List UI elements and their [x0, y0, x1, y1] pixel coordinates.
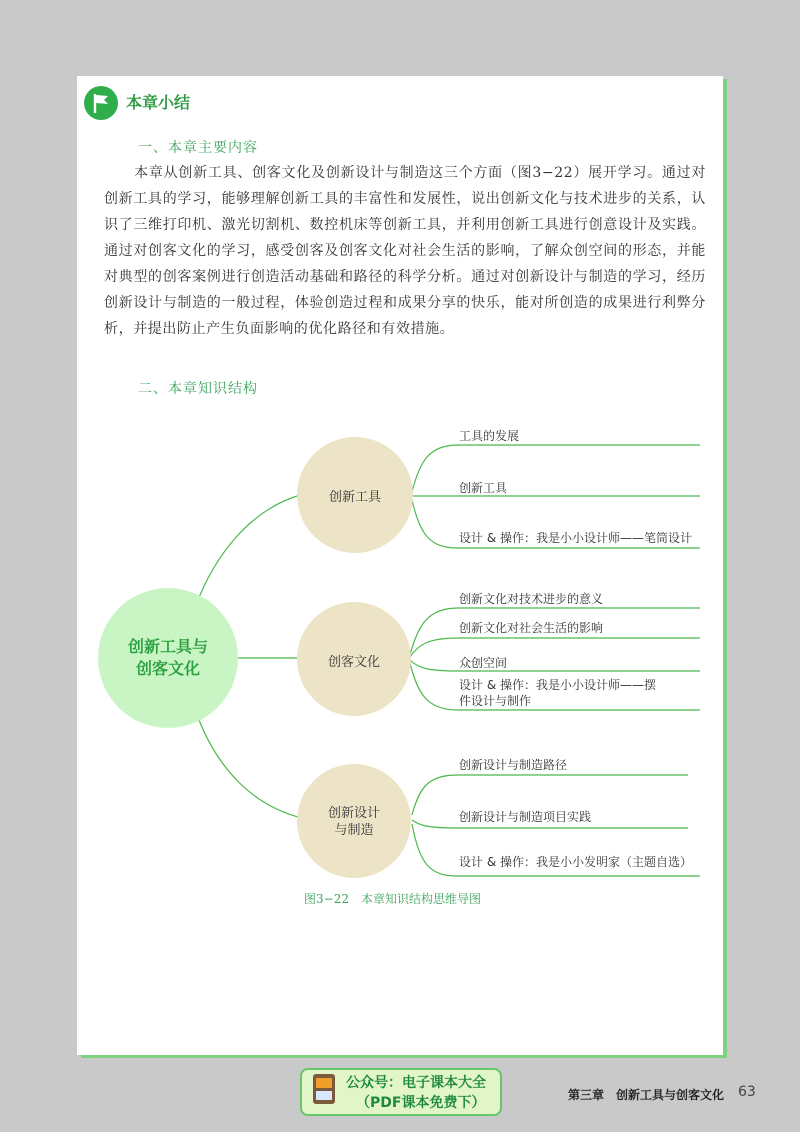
leaf-maker-4-line2: 件设计与制作 — [459, 694, 532, 708]
branch-label-design-line2: 与制造 — [334, 823, 374, 838]
connector-maker-leaf3 — [410, 660, 700, 671]
section-heading-content: 一、本章主要内容 — [138, 140, 258, 156]
root-label-line1: 创新工具与 — [127, 637, 208, 656]
root-node-label — [108, 636, 228, 680]
page-number: 63 — [738, 1084, 756, 1100]
leaf-tools-3: 设计 & 操作：我是小小设计师——笔筒设计 — [459, 531, 692, 545]
chapter-summary-title: 本章小结 — [126, 93, 191, 112]
leaf-tools-1: 工具的发展 — [459, 429, 520, 443]
connector-root-to-design — [196, 712, 302, 818]
leaf-maker-4-line1: 设计 & 操作：我是小小设计师——摆 — [459, 678, 656, 692]
connector-root-to-tools — [196, 495, 300, 605]
leaf-maker-4 — [459, 677, 656, 709]
figure-caption: 图3−22 本章知识结构思维导图 — [304, 892, 481, 906]
leaf-design-1: 创新设计与制造路径 — [459, 758, 568, 772]
leaf-maker-1: 创新文化对技术进步的意义 — [459, 592, 604, 606]
leaf-maker-3: 众创空间 — [459, 656, 508, 670]
footer-chapter-title: 第三章 创新工具与创客文化 — [568, 1088, 725, 1102]
leaf-design-2: 创新设计与制造项目实践 — [459, 810, 592, 824]
badge-text-line2: （PDF课本免费下） — [356, 1095, 486, 1111]
summary-text: 本章从创新工具、创客文化及创新设计与制造这三个方面（图3−22）展开学习。通过对创新工具的学习，能够理解创新工具的丰富性和发展性，说出创新文化与技术进步的关系，认识了三维打印机、激光切割机、数控机床等创新工具，并利用创新工具进行创意设计及实践。通过对创客文化的学习，感受创客及创客文化对社会生活的影响，了解众创空间的形态，并能对典型的创客案例进行创造活动基础和路径的科学分析。通过对创新设计与制造的学习，经历创新设计与制造的一般过程，体验创造过程和成果分享的快乐，能对所创造的成果进行利弊分析，并提出防止产生负面影响的优化路径和有效措施。 — [104, 165, 706, 337]
branch-label-tools: 创新工具 — [328, 490, 381, 505]
leaf-design-3: 设计 & 操作：我是小小发明家（主题自选） — [459, 855, 692, 869]
badge-text-line1: 公众号：电子课本大全 — [346, 1075, 486, 1091]
branch-label-maker: 创客文化 — [327, 655, 380, 670]
branch-label-design-line1: 创新设计 — [327, 806, 380, 821]
root-label-line2: 创客文化 — [135, 659, 200, 678]
leaf-maker-2: 创新文化对社会生活的影响 — [459, 621, 604, 635]
section-heading-structure: 二、本章知识结构 — [138, 381, 258, 397]
connector-maker-leaf2 — [410, 638, 700, 657]
connector-tools-leaf1 — [412, 445, 700, 492]
leaf-tools-2: 创新工具 — [459, 481, 508, 495]
book-icon — [313, 1074, 335, 1104]
branch-label-design — [304, 805, 404, 839]
